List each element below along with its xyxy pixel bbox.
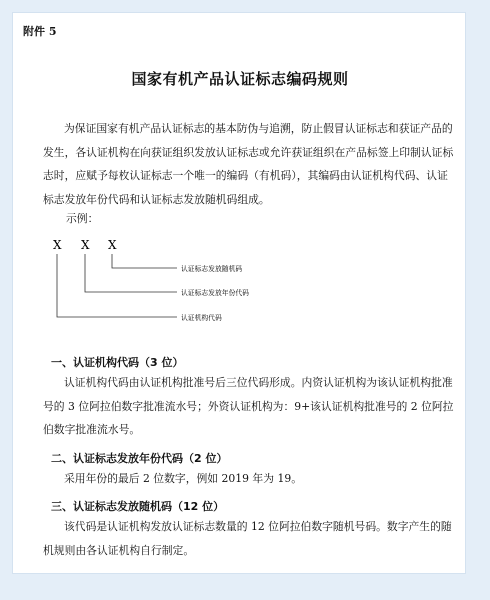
section-body-3: 该代码是认证机构发放认证标志数量的 12 位阿拉伯数字随机号码。数字产生的随机规则由各认证机构自行制定。 xyxy=(43,520,452,557)
label-institution-code: 认证机构代码 xyxy=(181,314,222,322)
attachment-label: 附件 5 xyxy=(23,25,57,38)
label-random-code: 认证标志发放随机码 xyxy=(181,265,243,273)
code-letter-2: X xyxy=(81,238,90,252)
intro-paragraph: 为保证国家有机产品认证标志的基本防伪与追溯，防止假冒认证标志和获证产品的发生，各认证机构在向获证组织发放认证标志或允许获证组织在产品标签上印制认证标志时，应赋予每枚认证标志一个唯一的编码（有机码），其编码由认证机构代码、认证标志发放年份代码和认证标志发放随机码组成。 xyxy=(43,122,454,206)
code-structure-diagram xyxy=(13,13,467,575)
code-letter-3: X xyxy=(108,238,117,252)
document-page xyxy=(12,12,466,574)
section-body-2: 采用年份的最后 2 位数字，例如 2019 年为 19。 xyxy=(64,472,302,485)
code-letter-1: X xyxy=(53,238,62,252)
document-title: 国家有机产品认证标志编码规则 xyxy=(131,70,349,88)
connector-line-random-code xyxy=(112,254,177,268)
section-heading-1: 一、认证机构代码（3 位） xyxy=(51,356,184,369)
section-heading-3: 三、认证标志发放随机码（12 位） xyxy=(51,500,225,513)
label-year-code: 认证标志发放年份代码 xyxy=(181,289,249,297)
connector-line-year-code xyxy=(85,254,177,292)
example-label: 示例： xyxy=(66,212,99,225)
section-heading-2: 二、认证标志发放年份代码（2 位） xyxy=(51,452,228,465)
section-body-1: 认证机构代码由认证机构批准号后三位代码形成。内资认证机构为该认证机构批准号的 3 位阿拉伯数字批准流水号；外资认证机构为：9+该认证机构批准号的 2 位阿拉伯数字批准流水号。 xyxy=(43,376,454,436)
connector-line-institution-code xyxy=(57,254,177,317)
